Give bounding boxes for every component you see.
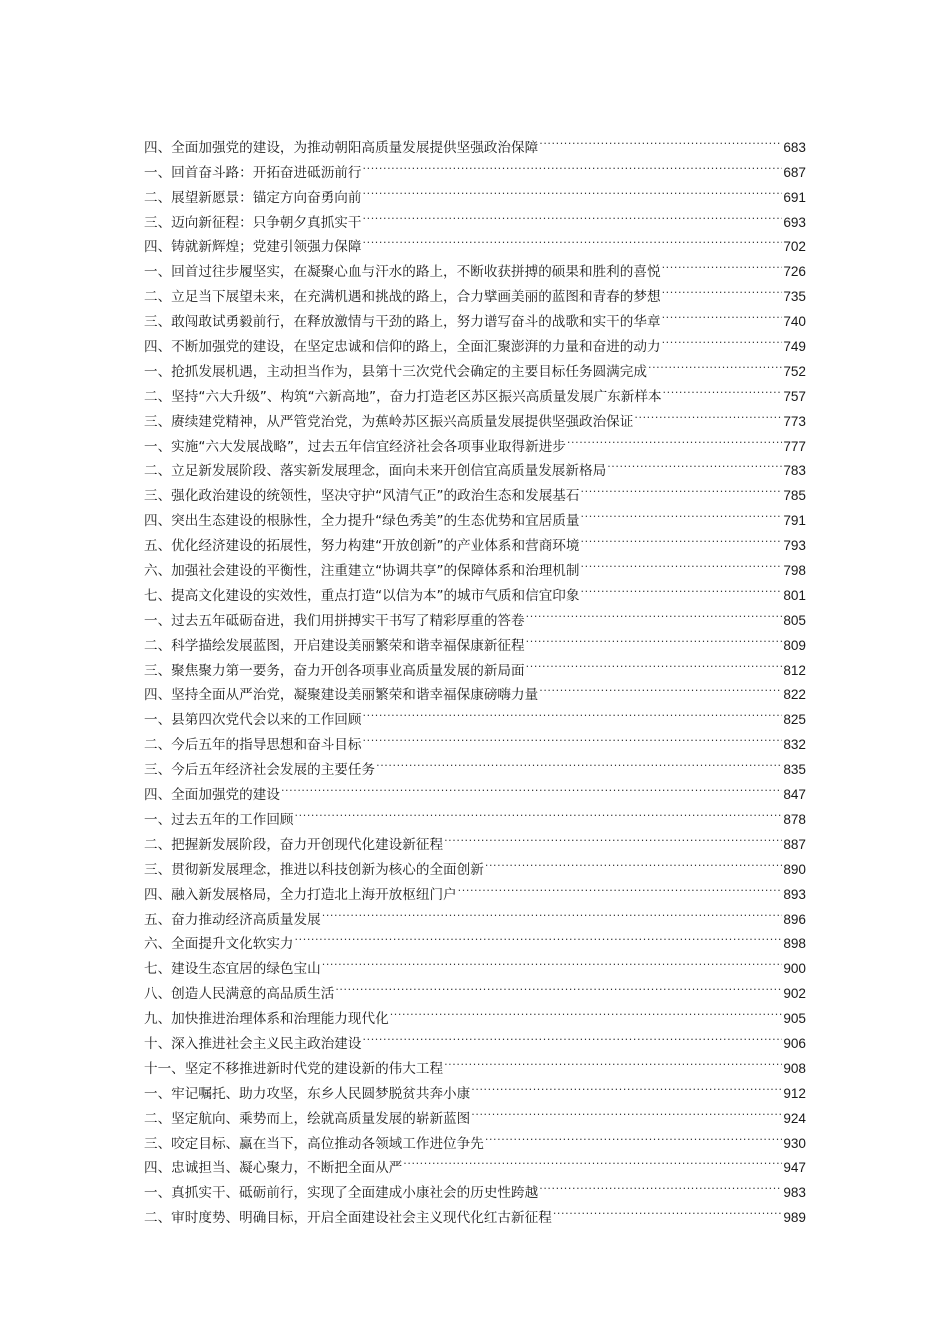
- toc-dot-leader: [661, 276, 783, 301]
- toc-entry-page-number: 752: [783, 363, 806, 379]
- toc-dot-leader: [580, 550, 783, 575]
- toc-entry-title: 一、县第四次党代会以来的工作回顾: [144, 712, 362, 729]
- toc-entry-page-number: 832: [783, 737, 806, 753]
- toc-entry-title: 一、牢记嘱托、助力攻坚，东乡人民圆梦脱贫共奔小康: [144, 1085, 471, 1102]
- toc-entry-page-number: 757: [783, 388, 806, 404]
- toc-dot-leader: [566, 426, 782, 451]
- toc-dot-leader: [606, 451, 782, 476]
- toc-dot-leader: [580, 500, 783, 525]
- toc-entry-page-number: 791: [783, 513, 806, 529]
- toc-entry-page-number: 805: [783, 612, 806, 628]
- toc-dot-leader: [661, 326, 783, 351]
- toc-dot-leader: [362, 724, 783, 749]
- toc-entry-title: 三、今后五年经济社会发展的主要任务: [144, 762, 376, 779]
- toc-dot-leader: [362, 227, 783, 252]
- toc-entry[interactable]: [144, 127, 806, 156]
- toc-dot-leader: [389, 998, 783, 1023]
- toc-dot-leader: [294, 924, 783, 949]
- toc-dot-leader: [552, 1197, 783, 1222]
- toc-entry-title: 四、不断加强党的建设，在坚定忠诚和信仰的路上，全面汇聚澎湃的力量和奋进的动力: [144, 339, 661, 356]
- toc-entry-title: 二、立足当下展望未来，在充满机遇和挑战的路上，合力擘画美丽的蓝图和青春的梦想: [144, 289, 661, 306]
- toc-entry-title: 四、全面加强党的建设，为推动朝阳高质量发展提供坚强政治保障: [144, 139, 539, 156]
- toc-dot-leader: [647, 351, 782, 376]
- toc-entry-title: 一、抢抓发展机遇，主动担当作为，县第十三次党代会确定的主要目标任务圆满完成: [144, 363, 647, 380]
- toc-entry-title: 三、贯彻新发展理念，推进以科技创新为核心的全面创新: [144, 861, 484, 878]
- toc-dot-leader: [362, 1023, 783, 1048]
- table-of-contents: [144, 127, 806, 1227]
- toc-entry-page-number: 905: [783, 1011, 806, 1027]
- toc-dot-leader: [321, 948, 783, 973]
- toc-dot-leader: [580, 575, 783, 600]
- toc-entry-title: 十、深入推进社会主义民主政治建设: [144, 1035, 362, 1052]
- toc-entry-title: 五、奋力推动经济高质量发展: [144, 911, 321, 928]
- toc-dot-leader: [334, 973, 782, 998]
- toc-dot-leader: [580, 525, 783, 550]
- toc-entry-page-number: 847: [783, 787, 806, 803]
- toc-dot-leader: [362, 177, 783, 202]
- toc-entry-page-number: 793: [783, 538, 806, 554]
- toc-entry-page-number: 798: [783, 563, 806, 579]
- toc-entry-page-number: 890: [783, 861, 806, 877]
- toc-entry-page-number: 785: [783, 488, 806, 504]
- toc-entry-page-number: 809: [783, 637, 806, 653]
- toc-dot-leader: [661, 251, 783, 276]
- toc-dot-leader: [375, 749, 782, 774]
- toc-dot-leader: [525, 600, 783, 625]
- toc-entry-page-number: 735: [783, 289, 806, 305]
- toc-entry-title: 十一、坚定不移推进新时代党的建设新的伟大工程: [144, 1060, 444, 1077]
- toc-entry-title: 七、提高文化建设的实效性，重点打造“以信为本”的城市气质和信宜印象: [144, 587, 580, 604]
- toc-entry-title: 五、优化经济建设的拓展性，努力构建“开放创新”的产业体系和营商环境: [144, 538, 580, 555]
- toc-dot-leader: [538, 1172, 782, 1197]
- toc-entry-title: 三、赓续建党精神，从严管党治党，为蕉岭苏区振兴高质量发展提供坚强政治保证: [144, 413, 634, 430]
- toc-entry-page-number: 812: [783, 662, 806, 678]
- toc-dot-leader: [443, 824, 782, 849]
- toc-entry-title: 二、立足新发展阶段、落实新发展理念，面向未来开创信宜高质量发展新格局: [144, 463, 607, 480]
- toc-entry-title: 四、铸就新辉煌；党建引领强力保障: [144, 239, 362, 256]
- toc-entry-page-number: 783: [783, 463, 806, 479]
- toc-dot-leader: [362, 152, 783, 177]
- toc-dot-leader: [538, 127, 782, 152]
- toc-dot-leader: [280, 774, 782, 799]
- toc-dot-leader: [633, 401, 782, 426]
- toc-dot-leader: [362, 202, 783, 227]
- toc-entry-page-number: 825: [783, 712, 806, 728]
- toc-entry-page-number: 924: [783, 1110, 806, 1126]
- toc-entry-title: 三、咬定目标、赢在当下，高位推动各领域工作进位争先: [144, 1135, 484, 1152]
- toc-entry-title: 三、强化政治建设的统领性，坚决守护“风清气正”的政治生态和发展基石: [144, 488, 580, 505]
- toc-entry-page-number: 887: [783, 836, 806, 852]
- toc-entry-page-number: 801: [783, 587, 806, 603]
- toc-entry-page-number: 898: [783, 936, 806, 952]
- toc-entry-page-number: 777: [783, 438, 806, 454]
- toc-entry-page-number: 912: [783, 1085, 806, 1101]
- toc-dot-leader: [484, 849, 782, 874]
- toc-dot-leader: [321, 899, 783, 924]
- toc-entry-title: 一、回首过往步履坚实，在凝聚心血与汗水的路上，不断收获拼搏的硕果和胜利的喜悦: [144, 264, 661, 281]
- toc-entry-title: 一、过去五年砥砺奋进，我们用拼搏实干书写了精彩厚重的答卷: [144, 612, 525, 629]
- toc-entry-title: 二、坚定航向、乘势而上，绘就高质量发展的崭新蓝图: [144, 1110, 471, 1127]
- toc-dot-leader: [402, 1148, 782, 1173]
- toc-dot-leader: [470, 1073, 782, 1098]
- toc-entry-title: 二、审时度势、明确目标，开启全面建设社会主义现代化红古新征程: [144, 1210, 552, 1227]
- toc-dot-leader: [525, 650, 783, 675]
- toc-entry-page-number: 726: [783, 264, 806, 280]
- toc-entry-page-number: 749: [783, 339, 806, 355]
- toc-entry-title: 四、坚持全面从严治党，凝聚建设美丽繁荣和谐幸福保康磅嗨力量: [144, 687, 539, 704]
- toc-entry-title: 六、加强社会建设的平衡性，注重建立“协调共享”的保障体系和治理机制: [144, 563, 580, 580]
- toc-entry-page-number: 893: [783, 886, 806, 902]
- toc-entry-page-number: 773: [783, 413, 806, 429]
- toc-entry-title: 三、敢闯敢试勇毅前行，在释放激情与干劲的路上，努力谱写奋斗的战歌和实干的华章: [144, 314, 661, 331]
- toc-entry-page-number: 702: [783, 239, 806, 255]
- toc-dot-leader: [362, 699, 783, 724]
- toc-entry-page-number: 687: [783, 164, 806, 180]
- toc-entry-page-number: 878: [783, 811, 806, 827]
- toc-entry-page-number: 740: [783, 314, 806, 330]
- toc-entry-title: 四、突出生态建设的根脉性，全力提升“绿色秀美”的生态优势和宜居质量: [144, 513, 580, 530]
- toc-entry-page-number: 989: [783, 1210, 806, 1226]
- toc-entry-page-number: 900: [783, 961, 806, 977]
- toc-dot-leader: [294, 799, 783, 824]
- toc-entry-page-number: 693: [783, 214, 806, 230]
- toc-entry-page-number: 908: [783, 1060, 806, 1076]
- toc-dot-leader: [525, 625, 783, 650]
- toc-entry-title: 二、今后五年的指导思想和奋斗目标: [144, 737, 362, 754]
- toc-entry-title: 一、过去五年的工作回顾: [144, 811, 294, 828]
- toc-entry-title: 八、创造人民满意的高品质生活: [144, 986, 335, 1003]
- toc-entry-page-number: 902: [783, 986, 806, 1002]
- toc-entry-title: 六、全面提升文化软实力: [144, 936, 294, 953]
- toc-entry-page-number: 835: [783, 762, 806, 778]
- toc-dot-leader: [538, 675, 782, 700]
- toc-entry-page-number: 983: [783, 1185, 806, 1201]
- toc-entry-title: 二、科学描绘发展蓝图，开启建设美丽繁荣和谐幸福保康新征程: [144, 637, 525, 654]
- toc-entry-title: 九、加快推进治理体系和治理能力现代化: [144, 1011, 389, 1028]
- toc-entry-title: 四、忠诚担当、凝心聚力，不断把全面从严: [144, 1160, 403, 1177]
- toc-entry-title: 一、回首奋斗路：开拓奋进砥沥前行: [144, 164, 362, 181]
- toc-entry-page-number: 822: [783, 687, 806, 703]
- toc-entry-title: 四、融入新发展格局，全力打造北上海开放枢纽门户: [144, 886, 457, 903]
- toc-dot-leader: [443, 1048, 782, 1073]
- toc-entry-title: 三、迈向新征程：只争朝夕真抓实干: [144, 214, 362, 231]
- toc-entry-page-number: 683: [783, 139, 806, 155]
- toc-entry-page-number: 930: [783, 1135, 806, 1151]
- toc-entry-title: 四、全面加强党的建设: [144, 787, 280, 804]
- toc-entry-title: 七、建设生态宜居的绿色宝山: [144, 961, 321, 978]
- toc-entry-title: 二、把握新发展阶段，奋力开创现代化建设新征程: [144, 836, 444, 853]
- toc-dot-leader: [662, 376, 783, 401]
- toc-dot-leader: [470, 1098, 782, 1123]
- toc-entry-page-number: 906: [783, 1035, 806, 1051]
- toc-dot-leader: [484, 1123, 782, 1148]
- toc-entry-title: 一、真抓实干、砥砺前行，实现了全面建成小康社会的历史性跨越: [144, 1185, 539, 1202]
- toc-entry-title: 二、坚持“六大升级”、构筑“六新高地”，奋力打造老区苏区振兴高质量发展广东新样本: [144, 388, 662, 405]
- toc-dot-leader: [457, 874, 783, 899]
- toc-dot-leader: [580, 475, 783, 500]
- toc-entry-page-number: 691: [783, 189, 806, 205]
- toc-entry-title: 一、实施“六大发展战略”，过去五年信宜经济社会各项事业取得新进步: [144, 438, 566, 455]
- toc-entry-page-number: 896: [783, 911, 806, 927]
- toc-dot-leader: [661, 301, 783, 326]
- toc-entry-title: 二、展望新愿景：锚定方向奋勇向前: [144, 189, 362, 206]
- toc-entry-page-number: 947: [783, 1160, 806, 1176]
- toc-entry-title: 三、聚焦聚力第一要务，奋力开创各项事业高质量发展的新局面: [144, 662, 525, 679]
